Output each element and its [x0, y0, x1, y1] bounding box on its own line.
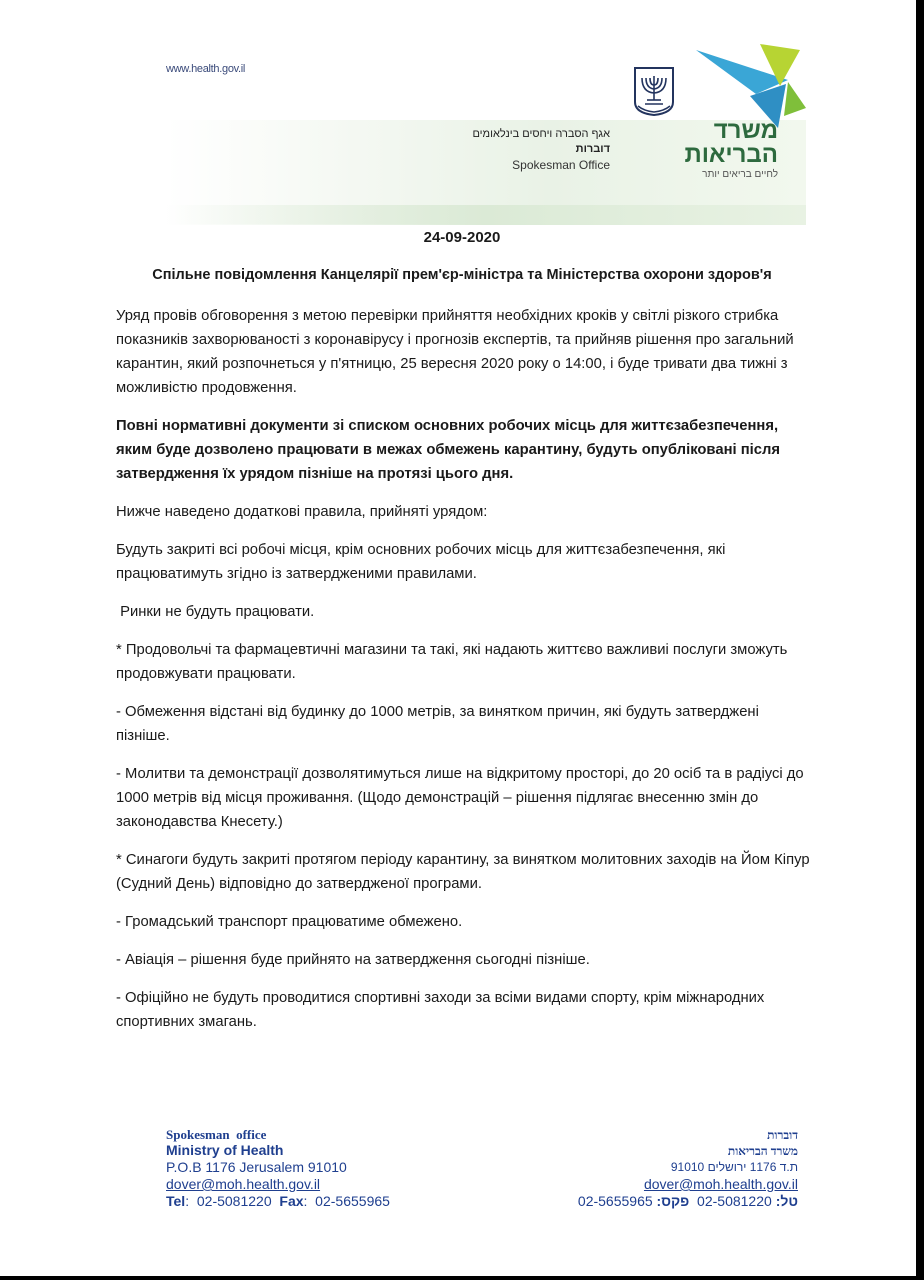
- footer-phone-line-he: [540, 1193, 798, 1210]
- state-emblem-icon: [632, 66, 676, 116]
- paragraph: - Обмеження відстані від будинку до 1000 метрів, за винятком причин, які будуть затверджені пізніше.: [116, 704, 759, 744]
- paragraph: Уряд провів обговорення з метою перевірки прийняття необхідних кроків у світлі різкого стрибка показників захворюваності з коронавірусу і прогнозів експертів, та прийняв рішення про загальний карантин, який розпочнеться у п'ятницю, 25 вересня 2020 року о 14:00, і буде тривати два тижні з можливістю продовження.: [116, 308, 794, 396]
- ministry-tagline: לחיים בריאים יותר: [702, 169, 778, 180]
- footer-office-he: דוברות: [767, 1128, 798, 1142]
- paragraph: - Авіація – рішення буде прийнято на затвердження сьогодні пізніше.: [116, 952, 590, 968]
- paragraph: * Продовольчі та фармацевтичні магазини та такі, які надають життєво важливиі послуги зможуть продовжувати працювати.: [116, 642, 788, 682]
- tel-label-he: טל:: [775, 1193, 798, 1209]
- paragraph: - Молитви та демонстрації дозволятимуться лише на відкритому просторі, до 20 осіб та в радіусі до 1000 метрів від місця проживання. (Щодо демонстрацій – рішення підлягає внесенню змін до законодавства Кнесету.): [116, 766, 804, 830]
- document-date: 24-09-2020: [423, 229, 501, 246]
- department-english: Spokesman Office: [512, 158, 610, 172]
- paragraph: Ринки не будуть працювати.: [116, 604, 315, 620]
- fax-value-he: 02-5655965: [577, 1193, 657, 1209]
- footer-address-he: ת.ד 1176 ירושלים 91010: [670, 1160, 798, 1174]
- department-line-2: דוברות: [575, 143, 610, 155]
- paragraph-bold: Повні нормативні документи зі списком основних робочих місць для життєзабезпечення, яким буде дозволено працювати в межах обмежень карантину, будуть опубліковані після затвердження їх урядом пізніше на протязі цього дня.: [116, 418, 781, 482]
- paragraph: Нижче наведено додаткові правила, прийняті урядом:: [116, 504, 488, 520]
- ministry-name-line-2: הבריאות: [684, 141, 778, 168]
- paragraph: - Офіційно не будуть проводитися спортивні заходи за всіми видами спорту, крім міжнародних спортивних змагань.: [116, 990, 765, 1030]
- footer-ministry-he: משרד הבריאות: [727, 1144, 798, 1158]
- paragraph: - Громадський транспорт працюватиме обмежено.: [116, 914, 463, 930]
- footer-phone-line: [166, 1193, 390, 1210]
- footer-contact-english: [166, 1127, 390, 1210]
- paragraph: * Синагоги будуть закриті протягом періоду карантину, за винятком молитовних заходів на Йом Кіпур (Судний День) відповідно до затвердженої програми.: [116, 852, 810, 892]
- department-block: [468, 127, 610, 174]
- ministry-name-line-1: משרד: [713, 117, 778, 144]
- footer-office: Spokesman office: [166, 1127, 267, 1142]
- footer-ministry: Ministry of Health: [166, 1142, 284, 1158]
- scan-edge-bottom: [0, 1276, 924, 1280]
- footer-contact-hebrew: [540, 1127, 798, 1210]
- tel-label: Tel: [166, 1193, 186, 1209]
- tel-value: : 02-5081220: [185, 1193, 280, 1209]
- department-line-1: אגף הסברה ויחסים בינלאומים: [472, 128, 610, 140]
- footer-email-link-he[interactable]: dover@moh.health.gov.il: [643, 1176, 798, 1192]
- footer-email-link[interactable]: dover@moh.health.gov.il: [166, 1176, 321, 1192]
- footer-address: P.O.B 1176 Jerusalem 91010: [166, 1159, 347, 1175]
- fax-label-he: פקס:: [656, 1193, 690, 1209]
- tel-value-he: 02-5081220: [689, 1193, 776, 1209]
- paragraph: Будуть закриті всі робочі місця, крім основних робочих місць для життєзабезпечення, які працюватимуть згідно із затвердженими правилами.: [116, 542, 726, 582]
- website-url: www.health.gov.il: [166, 63, 246, 75]
- fax-label: Fax: [279, 1193, 304, 1209]
- document-title: Спільне повідомлення Канцелярії прем'єр-міністра та Міністерства охорони здоров'я: [152, 267, 772, 283]
- scan-edge-right: [916, 0, 924, 1280]
- document-body: [116, 304, 816, 1048]
- letterhead-stripe: [166, 205, 806, 225]
- ministry-name-block: [666, 117, 778, 181]
- fax-value: : 02-5655965: [303, 1193, 390, 1209]
